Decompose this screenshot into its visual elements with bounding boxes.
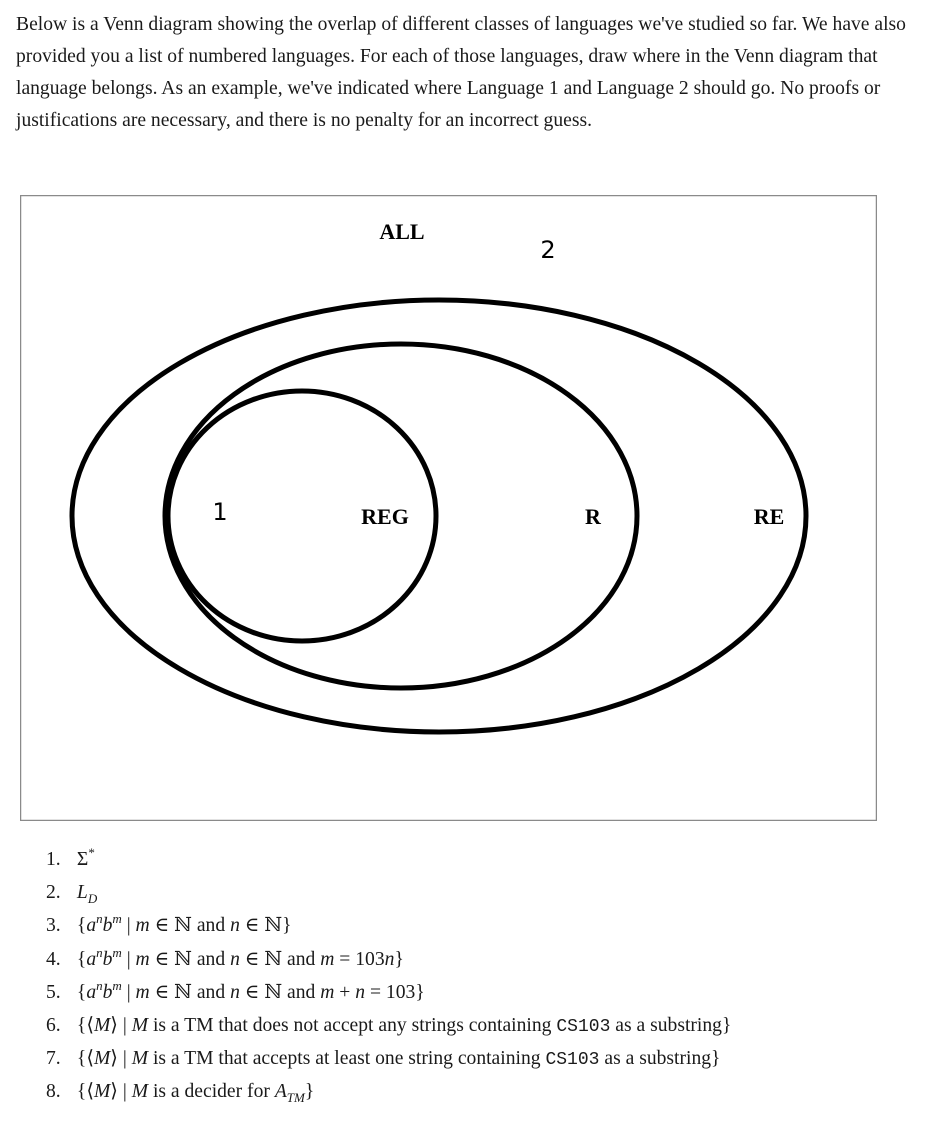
list-item: 4. {$a^nb^m$ | m ∈ ℕ and n ∈ ℕ and m = 103n} (46, 944, 404, 970)
list-item: 7. {⟨M⟩ | M is a TM that accepts at least one string containing CS103 as a substring} (46, 1048, 721, 1071)
list-item: 2. $L_D$ (46, 882, 98, 907)
venn-diagram-canvas[interactable] (20, 195, 877, 821)
re-label: RE (753, 504, 785, 529)
language-list (46, 844, 731, 1110)
language-2-mark: 2 (540, 236, 556, 264)
list-item: 5. {$a^nb^m$ | m ∈ ℕ and n ∈ ℕ and m + n = 103} (46, 977, 425, 1003)
list-item: 6. {⟨M⟩ | M is a TM that does not accept any strings containing CS103 as a substring} (46, 1015, 732, 1038)
r-label: R (585, 504, 601, 529)
universe-box-all (21, 196, 877, 821)
venn-diagram[interactable] (20, 195, 877, 821)
list-item: 1. Σ* (46, 845, 95, 870)
reg-label: REG (361, 504, 409, 529)
instructions-paragraph: Below is a Venn diagram showing the overlap of different classes of languages we've studied so far. We have also provided you a list of numbered languages. For each of those languages, draw where in the Venn diagram that language belongs. As an example, we've indicated where Language 1 and Language 2 should go. No proofs or justifications are necessary, and there is no penalty for an incorrect guess. (16, 14, 906, 131)
list-item: 8. {⟨M⟩ | M is a decider for $A_{TM}$} (46, 1081, 315, 1106)
list-item: 3. {$a^nb^m$ | m ∈ ℕ and n ∈ ℕ} (46, 911, 292, 937)
all-label: ALL (379, 219, 425, 244)
language-1-mark: 1 (212, 498, 228, 526)
